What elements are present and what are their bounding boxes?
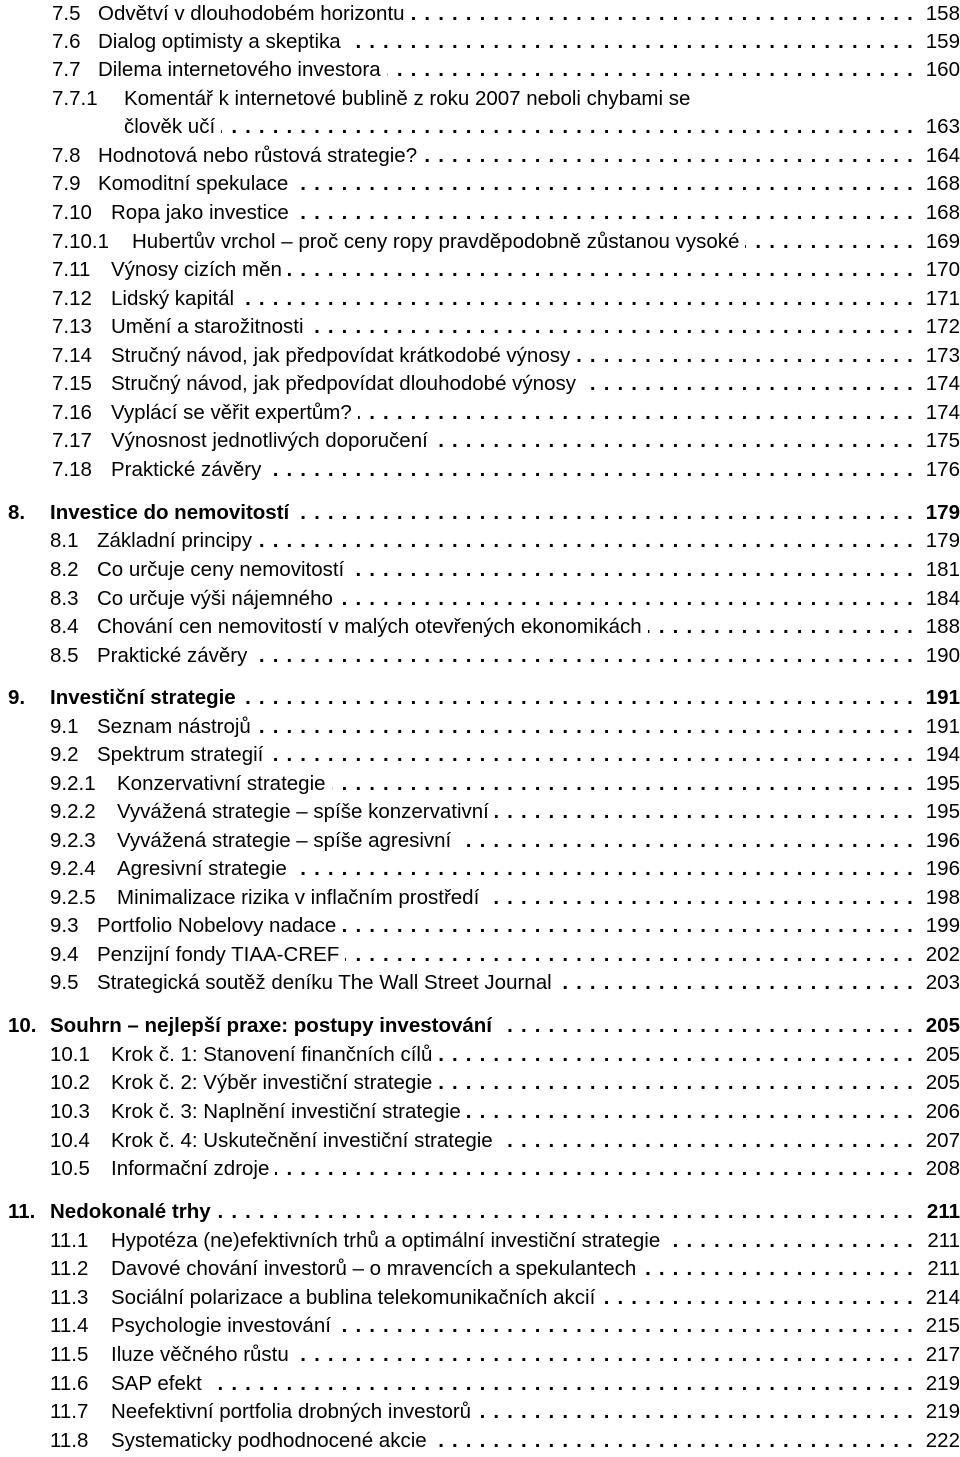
entry-title: Dilema internetového investora <box>98 58 381 81</box>
dot-leader <box>457 827 914 855</box>
entry-line <box>111 1227 960 1255</box>
entry-title: Ropa jako investice <box>111 201 289 224</box>
entry-line <box>111 1041 960 1069</box>
toc-entry[interactable] <box>0 199 960 227</box>
dot-leader <box>288 256 914 284</box>
entry-title: Krok č. 3: Naplnění investiční strategie <box>111 1100 461 1123</box>
page-number: 171 <box>925 287 960 310</box>
entry-number: 7.7.1 <box>52 87 98 110</box>
entry-title: Komentář k internetové bublině z roku 2007 neboli chybami se <box>124 87 691 110</box>
page-number: 202 <box>925 943 960 966</box>
entry-title: Základní principy <box>97 529 252 552</box>
toc-chapter[interactable] <box>0 684 960 712</box>
entry-number: 11.7 <box>50 1400 89 1423</box>
dot-leader <box>310 313 914 341</box>
entry-number: 11.2 <box>50 1257 89 1280</box>
dot-leader <box>467 1098 914 1126</box>
entry-title: Výnosnost jednotlivých doporučení <box>111 429 428 452</box>
entry-line <box>98 142 960 170</box>
entry-title: Praktické závěry <box>111 458 262 481</box>
page-number: 174 <box>925 372 960 395</box>
entry-number: 7.10 <box>52 201 92 224</box>
dot-leader <box>345 941 914 969</box>
entry-number: 10.5 <box>50 1157 90 1180</box>
entry-title: Psychologie investování <box>111 1314 331 1337</box>
page-number: 208 <box>925 1157 960 1180</box>
entry-title: Odvětví v dlouhodobém horizontu <box>98 2 405 25</box>
dot-leader <box>294 170 914 198</box>
entry-number: 7.17 <box>52 429 92 452</box>
entry-line <box>117 884 960 912</box>
entry-number: 9.2 <box>50 743 79 766</box>
page-number: 174 <box>925 401 960 424</box>
chapter-number: 10. <box>8 1014 37 1037</box>
entry-number: 7.12 <box>52 287 92 310</box>
toc-entry[interactable] <box>0 585 960 613</box>
entry-number: 11.8 <box>50 1429 89 1452</box>
page-number: 158 <box>925 2 960 25</box>
entry-title: Krok č. 2: Výběr investiční strategie <box>111 1071 433 1094</box>
entry-line <box>97 642 960 670</box>
entry-line <box>50 684 960 712</box>
entry-title: Seznam nástrojů <box>97 715 251 738</box>
entry-title: Chování cen nemovitostí v malých otevřených ekonomikách <box>97 615 642 638</box>
page-number: 188 <box>925 615 960 638</box>
entry-line <box>97 941 960 969</box>
dot-leader <box>337 1312 914 1340</box>
page-number: 168 <box>925 201 960 224</box>
entry-line <box>50 1198 960 1226</box>
entry-number: 11.3 <box>50 1286 89 1309</box>
entry-title: Penzijní fondy TIAA-CREF <box>97 943 340 966</box>
entry-number: 7.10.1 <box>52 230 109 253</box>
dot-leader <box>495 798 914 826</box>
entry-title: Davové chování investorů – o mravencích a spekulantech <box>111 1257 637 1280</box>
entry-number: 9.2.3 <box>50 829 96 852</box>
entry-number: 7.8 <box>52 144 81 167</box>
entry-number: 10.4 <box>50 1129 90 1152</box>
entry-title: Dialog optimisty a skeptika <box>98 30 341 53</box>
entry-line <box>98 170 960 198</box>
entry-number: 11.6 <box>50 1372 89 1395</box>
page-number: 214 <box>925 1286 960 1309</box>
entry-line <box>117 770 960 798</box>
page-number: 195 <box>925 772 960 795</box>
entry-line <box>111 1155 960 1183</box>
entry-line <box>111 1312 960 1340</box>
entry-title: Stručný návod, jak předpovídat dlouhodobé výnosy <box>111 372 576 395</box>
entry-title: Krok č. 1: Stanovení finančních cílů <box>111 1043 433 1066</box>
dot-leader <box>240 285 914 313</box>
entry-title: Vyvážená strategie – spíše agresivní <box>117 829 452 852</box>
page-number: 203 <box>925 971 960 994</box>
toc-entry[interactable] <box>0 56 960 84</box>
entry-line <box>124 113 960 141</box>
dot-leader <box>295 499 914 527</box>
entry-title: Konzervativní strategie <box>117 772 326 795</box>
page-number: 211 <box>927 1257 960 1280</box>
entry-number: 7.15 <box>52 372 92 395</box>
toc-entry[interactable] <box>0 827 960 855</box>
dot-leader <box>642 1255 914 1283</box>
entry-title: Hodnotová nebo růstová strategie? <box>98 144 418 167</box>
toc-entry[interactable] <box>0 0 960 28</box>
dot-leader <box>221 113 914 141</box>
page-number: 211 <box>926 1200 960 1223</box>
entry-number: 9.2.4 <box>50 857 96 880</box>
entry-number: 7.6 <box>52 30 81 53</box>
chapter-number: 8. <box>8 501 26 524</box>
entry-title: Minimalizace rizika v inflačním prostředí <box>117 886 480 909</box>
entry-number: 7.9 <box>52 172 81 195</box>
entry-title: Výnosy cizích měn <box>111 258 282 281</box>
page-number: 194 <box>925 743 960 766</box>
toc-entry[interactable] <box>0 142 960 170</box>
dot-leader <box>258 527 914 555</box>
entry-number: 8.2 <box>50 558 79 581</box>
entry-title: Komoditní spekulace <box>98 172 289 195</box>
entry-line <box>50 499 960 527</box>
page-number: 217 <box>925 1343 960 1366</box>
toc-entry[interactable] <box>0 1069 960 1097</box>
entry-number: 8.3 <box>50 587 79 610</box>
entry-number: 7.14 <box>52 344 92 367</box>
dot-leader <box>267 456 914 484</box>
dot-leader <box>242 684 914 712</box>
page-number: 181 <box>925 558 960 581</box>
dot-leader <box>358 399 914 427</box>
entry-number: 9.3 <box>50 914 79 937</box>
entry-number: 7.18 <box>52 458 92 481</box>
entry-line <box>111 1098 960 1126</box>
dot-leader <box>269 741 914 769</box>
page-number: 191 <box>925 715 960 738</box>
toc-entry[interactable] <box>0 399 960 427</box>
entry-title: Sociální polarizace a bublina telekomunikačních akcií <box>111 1286 596 1309</box>
toc-entry[interactable] <box>0 1427 960 1455</box>
page-number: 207 <box>925 1129 960 1152</box>
entry-line <box>111 1370 960 1398</box>
dot-leader <box>745 228 914 256</box>
entry-title: Hubertův vrchol – proč ceny ropy pravděpodobně zůstanou vysoké <box>132 230 740 253</box>
dot-leader <box>666 1227 914 1255</box>
entry-line <box>117 855 960 883</box>
toc-entry[interactable] <box>0 256 960 284</box>
toc-entry[interactable] <box>0 770 960 798</box>
page-number: 219 <box>925 1400 960 1423</box>
entry-line <box>111 1284 960 1312</box>
entry-number: 8.1 <box>50 529 79 552</box>
page-number: 215 <box>925 1314 960 1337</box>
chapter-title: Nedokonalé trhy <box>50 1200 211 1223</box>
page-number: 195 <box>925 800 960 823</box>
page-number: 164 <box>925 144 960 167</box>
entry-line <box>111 1127 960 1155</box>
dot-leader <box>253 642 914 670</box>
dot-leader <box>293 855 914 883</box>
entry-line <box>111 1255 960 1283</box>
entry-title: Informační zdroje <box>111 1157 270 1180</box>
toc-entry[interactable] <box>0 1227 960 1255</box>
entry-number: 9.5 <box>50 971 79 994</box>
entry-title: Portfolio Nobelovy nadace <box>97 914 337 937</box>
entry-number: 9.4 <box>50 943 79 966</box>
page-number: 206 <box>925 1100 960 1123</box>
dot-leader <box>347 28 914 56</box>
entry-title: Co určuje výši nájemného <box>97 587 333 610</box>
entry-title: Neefektivní portfolia drobných investorů <box>111 1400 472 1423</box>
entry-line <box>111 285 960 313</box>
dot-leader <box>434 427 914 455</box>
toc-entry[interactable] <box>0 741 960 769</box>
dot-leader <box>438 1041 914 1069</box>
toc-entry[interactable] <box>0 912 960 940</box>
page-number: 219 <box>925 1372 960 1395</box>
page-number: 205 <box>925 1071 960 1094</box>
dot-leader <box>275 1155 914 1183</box>
toc-entry[interactable] <box>0 1341 960 1369</box>
entry-line <box>111 199 960 227</box>
page-number: 190 <box>925 644 960 667</box>
page-number: 222 <box>925 1429 960 1452</box>
entry-line <box>97 969 960 997</box>
toc-entry[interactable] <box>0 527 960 555</box>
page-number: 196 <box>925 857 960 880</box>
entry-line <box>97 912 960 940</box>
toc-entry[interactable] <box>0 1312 960 1340</box>
page-number: 196 <box>925 829 960 852</box>
chapter-title: Investice do nemovitostí <box>50 501 290 524</box>
entry-title: Stručný návod, jak předpovídat krátkodobé výnosy <box>111 344 571 367</box>
entry-line <box>97 613 960 641</box>
toc-entry[interactable] <box>0 342 960 370</box>
toc-entry[interactable] <box>0 855 960 883</box>
toc-entry[interactable] <box>0 798 960 826</box>
page-number: 184 <box>925 587 960 610</box>
toc-entry[interactable] <box>0 1370 960 1398</box>
entry-line <box>111 1398 960 1426</box>
toc-entry[interactable] <box>0 1255 960 1283</box>
entry-line <box>98 56 960 84</box>
entry-number: 7.5 <box>52 2 81 25</box>
entry-number: 9.2.1 <box>50 772 96 795</box>
toc-entry[interactable] <box>0 1098 960 1126</box>
page-number: 173 <box>925 344 960 367</box>
entry-line <box>117 827 960 855</box>
entry-title: Strategická soutěž deníku The Wall Street Journal <box>97 971 552 994</box>
dot-leader <box>295 199 914 227</box>
toc-entry[interactable] <box>0 1155 960 1183</box>
toc-entry[interactable] <box>0 969 960 997</box>
page-number: 199 <box>925 914 960 937</box>
entry-title: Krok č. 4: Uskutečnění investiční strategie <box>111 1129 493 1152</box>
toc-entry[interactable] <box>0 170 960 198</box>
entry-number: 11.4 <box>50 1314 89 1337</box>
toc-entry[interactable] <box>0 313 960 341</box>
page-number: 169 <box>925 230 960 253</box>
dot-leader <box>601 1284 914 1312</box>
toc-entry[interactable] <box>0 1284 960 1312</box>
chapter-title: Investiční strategie <box>50 686 236 709</box>
dot-leader <box>582 370 914 398</box>
toc-entry[interactable] <box>0 85 960 113</box>
page-number: 191 <box>925 686 960 709</box>
toc-entry[interactable] <box>0 613 960 641</box>
dot-leader <box>342 912 914 940</box>
toc-entry[interactable] <box>0 456 960 484</box>
entry-line <box>97 556 960 584</box>
entry-line <box>97 741 960 769</box>
page-number: 211 <box>927 1229 960 1252</box>
dot-leader <box>295 1341 914 1369</box>
entry-line <box>97 713 960 741</box>
entry-line <box>98 0 960 28</box>
dot-leader <box>485 884 914 912</box>
entry-title: Spektrum strategií <box>97 743 264 766</box>
entry-line <box>111 1069 960 1097</box>
entry-line <box>117 798 960 826</box>
entry-line <box>111 427 960 455</box>
dot-leader <box>433 1427 914 1455</box>
entry-line <box>98 28 960 56</box>
page-number: 205 <box>925 1014 960 1037</box>
dot-leader <box>423 142 914 170</box>
dot-leader <box>499 1127 914 1155</box>
toc-entry[interactable] <box>0 884 960 912</box>
entry-title: Lidský kapitál <box>111 287 235 310</box>
page-number: 179 <box>925 501 960 524</box>
entry-number: 9.1 <box>50 715 79 738</box>
page-number: 176 <box>925 458 960 481</box>
dot-leader <box>208 1370 914 1398</box>
entry-line <box>111 370 960 398</box>
dot-leader <box>558 969 914 997</box>
entry-line <box>111 1341 960 1369</box>
entry-title: Praktické závěry <box>97 644 248 667</box>
toc-entry[interactable] <box>0 1398 960 1426</box>
entry-title: Vyplácí se věřit expertům? <box>111 401 352 424</box>
entry-number: 7.11 <box>52 258 91 281</box>
toc-entry[interactable] <box>0 285 960 313</box>
toc-chapter[interactable] <box>0 1198 960 1226</box>
page-number: 168 <box>925 172 960 195</box>
page-number: 175 <box>925 429 960 452</box>
entry-number: 9.2.5 <box>50 886 96 909</box>
entry-number: 8.4 <box>50 615 79 638</box>
entry-line <box>111 1427 960 1455</box>
dot-leader <box>257 713 914 741</box>
page-number: 170 <box>925 258 960 281</box>
dot-leader <box>217 1198 914 1226</box>
entry-title: Systematicky podhodnocené akcie <box>111 1429 427 1452</box>
dot-leader <box>339 585 914 613</box>
page-number: 159 <box>925 30 960 53</box>
entry-title: Iluze věčného růstu <box>111 1343 289 1366</box>
entry-number: 7.16 <box>52 401 92 424</box>
entry-line <box>50 1012 960 1040</box>
toc-entry[interactable] <box>0 941 960 969</box>
page-number: 163 <box>925 115 960 138</box>
dot-leader <box>350 556 914 584</box>
entry-line <box>97 527 960 555</box>
dot-leader <box>438 1069 914 1097</box>
dot-leader <box>576 342 914 370</box>
page-number: 205 <box>925 1043 960 1066</box>
entry-line <box>132 228 960 256</box>
entry-line <box>111 399 960 427</box>
dot-leader <box>387 56 914 84</box>
entry-title: SAP efekt <box>111 1372 202 1395</box>
entry-number: 11.5 <box>50 1343 89 1366</box>
dot-leader <box>411 0 914 28</box>
page-number: 172 <box>925 315 960 338</box>
dot-leader <box>648 613 914 641</box>
dot-leader <box>498 1012 914 1040</box>
chapter-number: 9. <box>8 686 26 709</box>
toc-chapter[interactable] <box>0 1012 960 1040</box>
toc-entry[interactable] <box>0 713 960 741</box>
chapter-number: 11. <box>8 1200 36 1223</box>
toc-entry[interactable] <box>0 1041 960 1069</box>
entry-line <box>111 256 960 284</box>
toc-entry[interactable] <box>0 642 960 670</box>
entry-number: 10.1 <box>50 1043 90 1066</box>
chapter-title: Souhrn – nejlepší praxe: postupy investování <box>50 1014 492 1037</box>
dot-leader <box>332 770 914 798</box>
entry-line <box>111 456 960 484</box>
entry-line <box>97 585 960 613</box>
entry-number: 7.13 <box>52 315 92 338</box>
dot-leader <box>477 1398 914 1426</box>
entry-line <box>111 313 960 341</box>
toc-entry[interactable] <box>0 1127 960 1155</box>
page-number: 160 <box>925 58 960 81</box>
toc-entry[interactable] <box>0 556 960 584</box>
entry-number: 8.5 <box>50 644 79 667</box>
toc-entry[interactable] <box>0 228 960 256</box>
entry-title: Vyvážená strategie – spíše konzervativní <box>117 800 489 823</box>
toc-entry[interactable] <box>0 28 960 56</box>
entry-title: člověk učí <box>124 115 216 138</box>
entry-number: 10.2 <box>50 1071 90 1094</box>
entry-line <box>111 342 960 370</box>
entry-number: 11.1 <box>50 1229 89 1252</box>
page-number: 179 <box>925 529 960 552</box>
toc-entry[interactable] <box>0 427 960 455</box>
entry-number: 7.7 <box>52 58 81 81</box>
toc-entry[interactable] <box>0 370 960 398</box>
entry-number: 9.2.2 <box>50 800 96 823</box>
toc-chapter[interactable] <box>0 499 960 527</box>
entry-title: Agresivní strategie <box>117 857 287 880</box>
toc-entry-continuation[interactable] <box>0 113 960 141</box>
page-number: 198 <box>925 886 960 909</box>
entry-title: Umění a starožitnosti <box>111 315 304 338</box>
entry-number: 10.3 <box>50 1100 90 1123</box>
entry-title: Co určuje ceny nemovitostí <box>97 558 345 581</box>
entry-title: Hypotéza (ne)efektivních trhů a optimální investiční strategie <box>111 1229 661 1252</box>
